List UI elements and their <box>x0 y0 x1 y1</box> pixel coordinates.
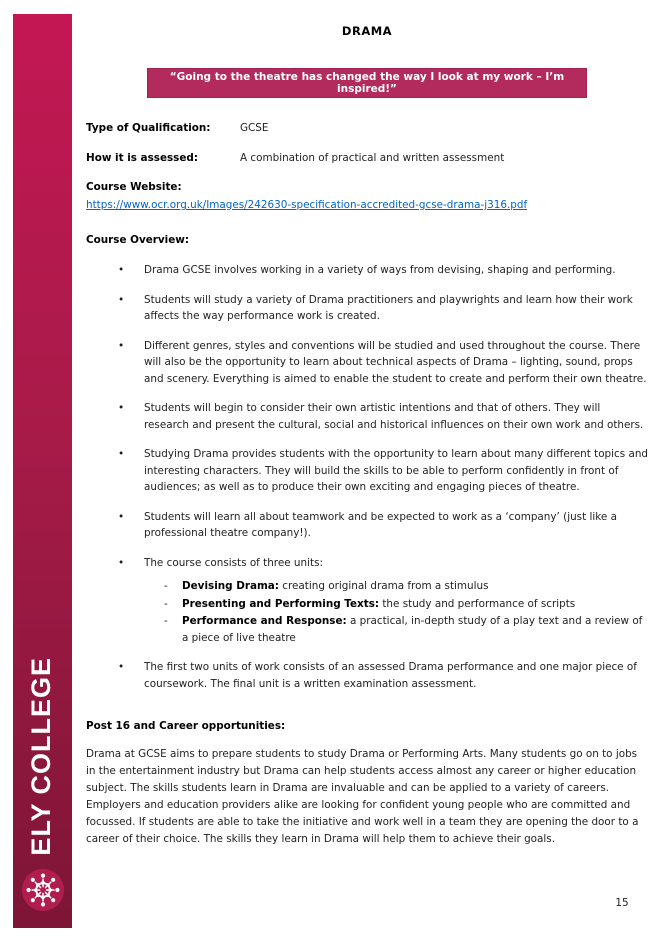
post16-paragraph: Drama at GCSE aims to prepare students to study Drama or Performing Arts. Many students go on to jobs in the entertainment industry but Drama can help students access almost any career or higher education subject. The skills students learn in Drama are invaluable and can be applied to a variety of careers. Employers and education providers alike are looking for confident young people who are committed and focussed. If students are able to take the initiative and work well in a team they are opening the door to a career of their choice. The skills they learn in Drama will help them to achieve their goals. <box>86 748 639 845</box>
assessment-label: How it is assessed: <box>86 152 198 164</box>
overview-bullet: • Students will begin to consider their own artistic intentions and that of others. They will research and present the cultural, social and historical influences on their own work and others. <box>144 400 648 433</box>
overview-bullet-closing: • The first two units of work consists of an assessed Drama performance and one major piece of coursework. The final unit is a written examination assessment. <box>144 659 648 692</box>
course-units-list <box>144 578 648 646</box>
qualification-value: GCSE <box>240 122 269 134</box>
overview-bullet: • Drama GCSE involves working in a variety of ways from devising, shaping and performing. <box>144 262 648 279</box>
student-quote-banner <box>147 68 587 98</box>
unit-description: a practical, in-depth study of a play text and a review of a piece of live theatre <box>182 615 643 644</box>
unit-description: creating original drama from a stimulus <box>278 580 489 592</box>
overview-bullet: • Students will learn all about teamwork and be expected to work as a ‘company’ (just like a professional theatre company!). <box>144 509 648 542</box>
qualification-label: Type of Qualification: <box>86 122 211 134</box>
student-quote-text: “Going to the theatre has changed the way I look at my work – I’m inspired!” <box>169 71 565 95</box>
overview-bullet: • Students will study a variety of Drama practitioners and playwrights and learn how their work affects the way performance work is created. <box>144 292 648 325</box>
unit-item <box>182 613 648 646</box>
unit-item <box>182 578 648 595</box>
course-overview-list <box>86 262 648 692</box>
document-page <box>86 0 648 848</box>
qualification-row <box>86 122 648 134</box>
page-title: DRAMA <box>341 24 393 38</box>
course-specification-link[interactable]: https://www.ocr.org.uk/Images/242630-specification-accredited-gcse-drama-j316.pdf <box>86 199 528 211</box>
unit-name: Performance and Response: <box>182 615 347 627</box>
assessment-value: A combination of practical and written assessment <box>240 152 505 164</box>
course-website-heading: Course Website: <box>86 181 182 193</box>
post16-heading: Post 16 and Career opportunities: <box>86 720 286 732</box>
sidebar-banner <box>13 14 72 928</box>
overview-bullet: • Different genres, styles and conventions will be studied and used throughout the course. There will also be the opportunity to learn about technical aspects of Drama – lighting, sound, props and scenery. Everything is aimed to enable the student to create and perform their own theatre. <box>144 338 648 388</box>
assessment-row <box>86 152 648 164</box>
unit-item <box>182 596 648 613</box>
course-overview-heading: Course Overview: <box>86 234 190 246</box>
page-number: 15 <box>615 897 629 909</box>
overview-bullet: • Studying Drama provides students with the opportunity to learn about many different topics and interesting characters. They will build the skills to be able to perform confidently in front of audiences; as well as to produce their own exciting and engaging pieces of theatre. <box>144 446 648 496</box>
college-people-circle-logo-icon <box>21 868 65 912</box>
unit-description: the study and performance of scripts <box>379 597 576 610</box>
units-intro-text: The course consists of three units: <box>144 556 323 569</box>
unit-name: Devising Drama: <box>182 580 279 592</box>
unit-name: Presenting and Performing Texts: <box>182 597 380 610</box>
college-name-vertical-text: ELY COLLEGE <box>26 657 56 856</box>
overview-bullet-units-intro <box>144 555 648 647</box>
